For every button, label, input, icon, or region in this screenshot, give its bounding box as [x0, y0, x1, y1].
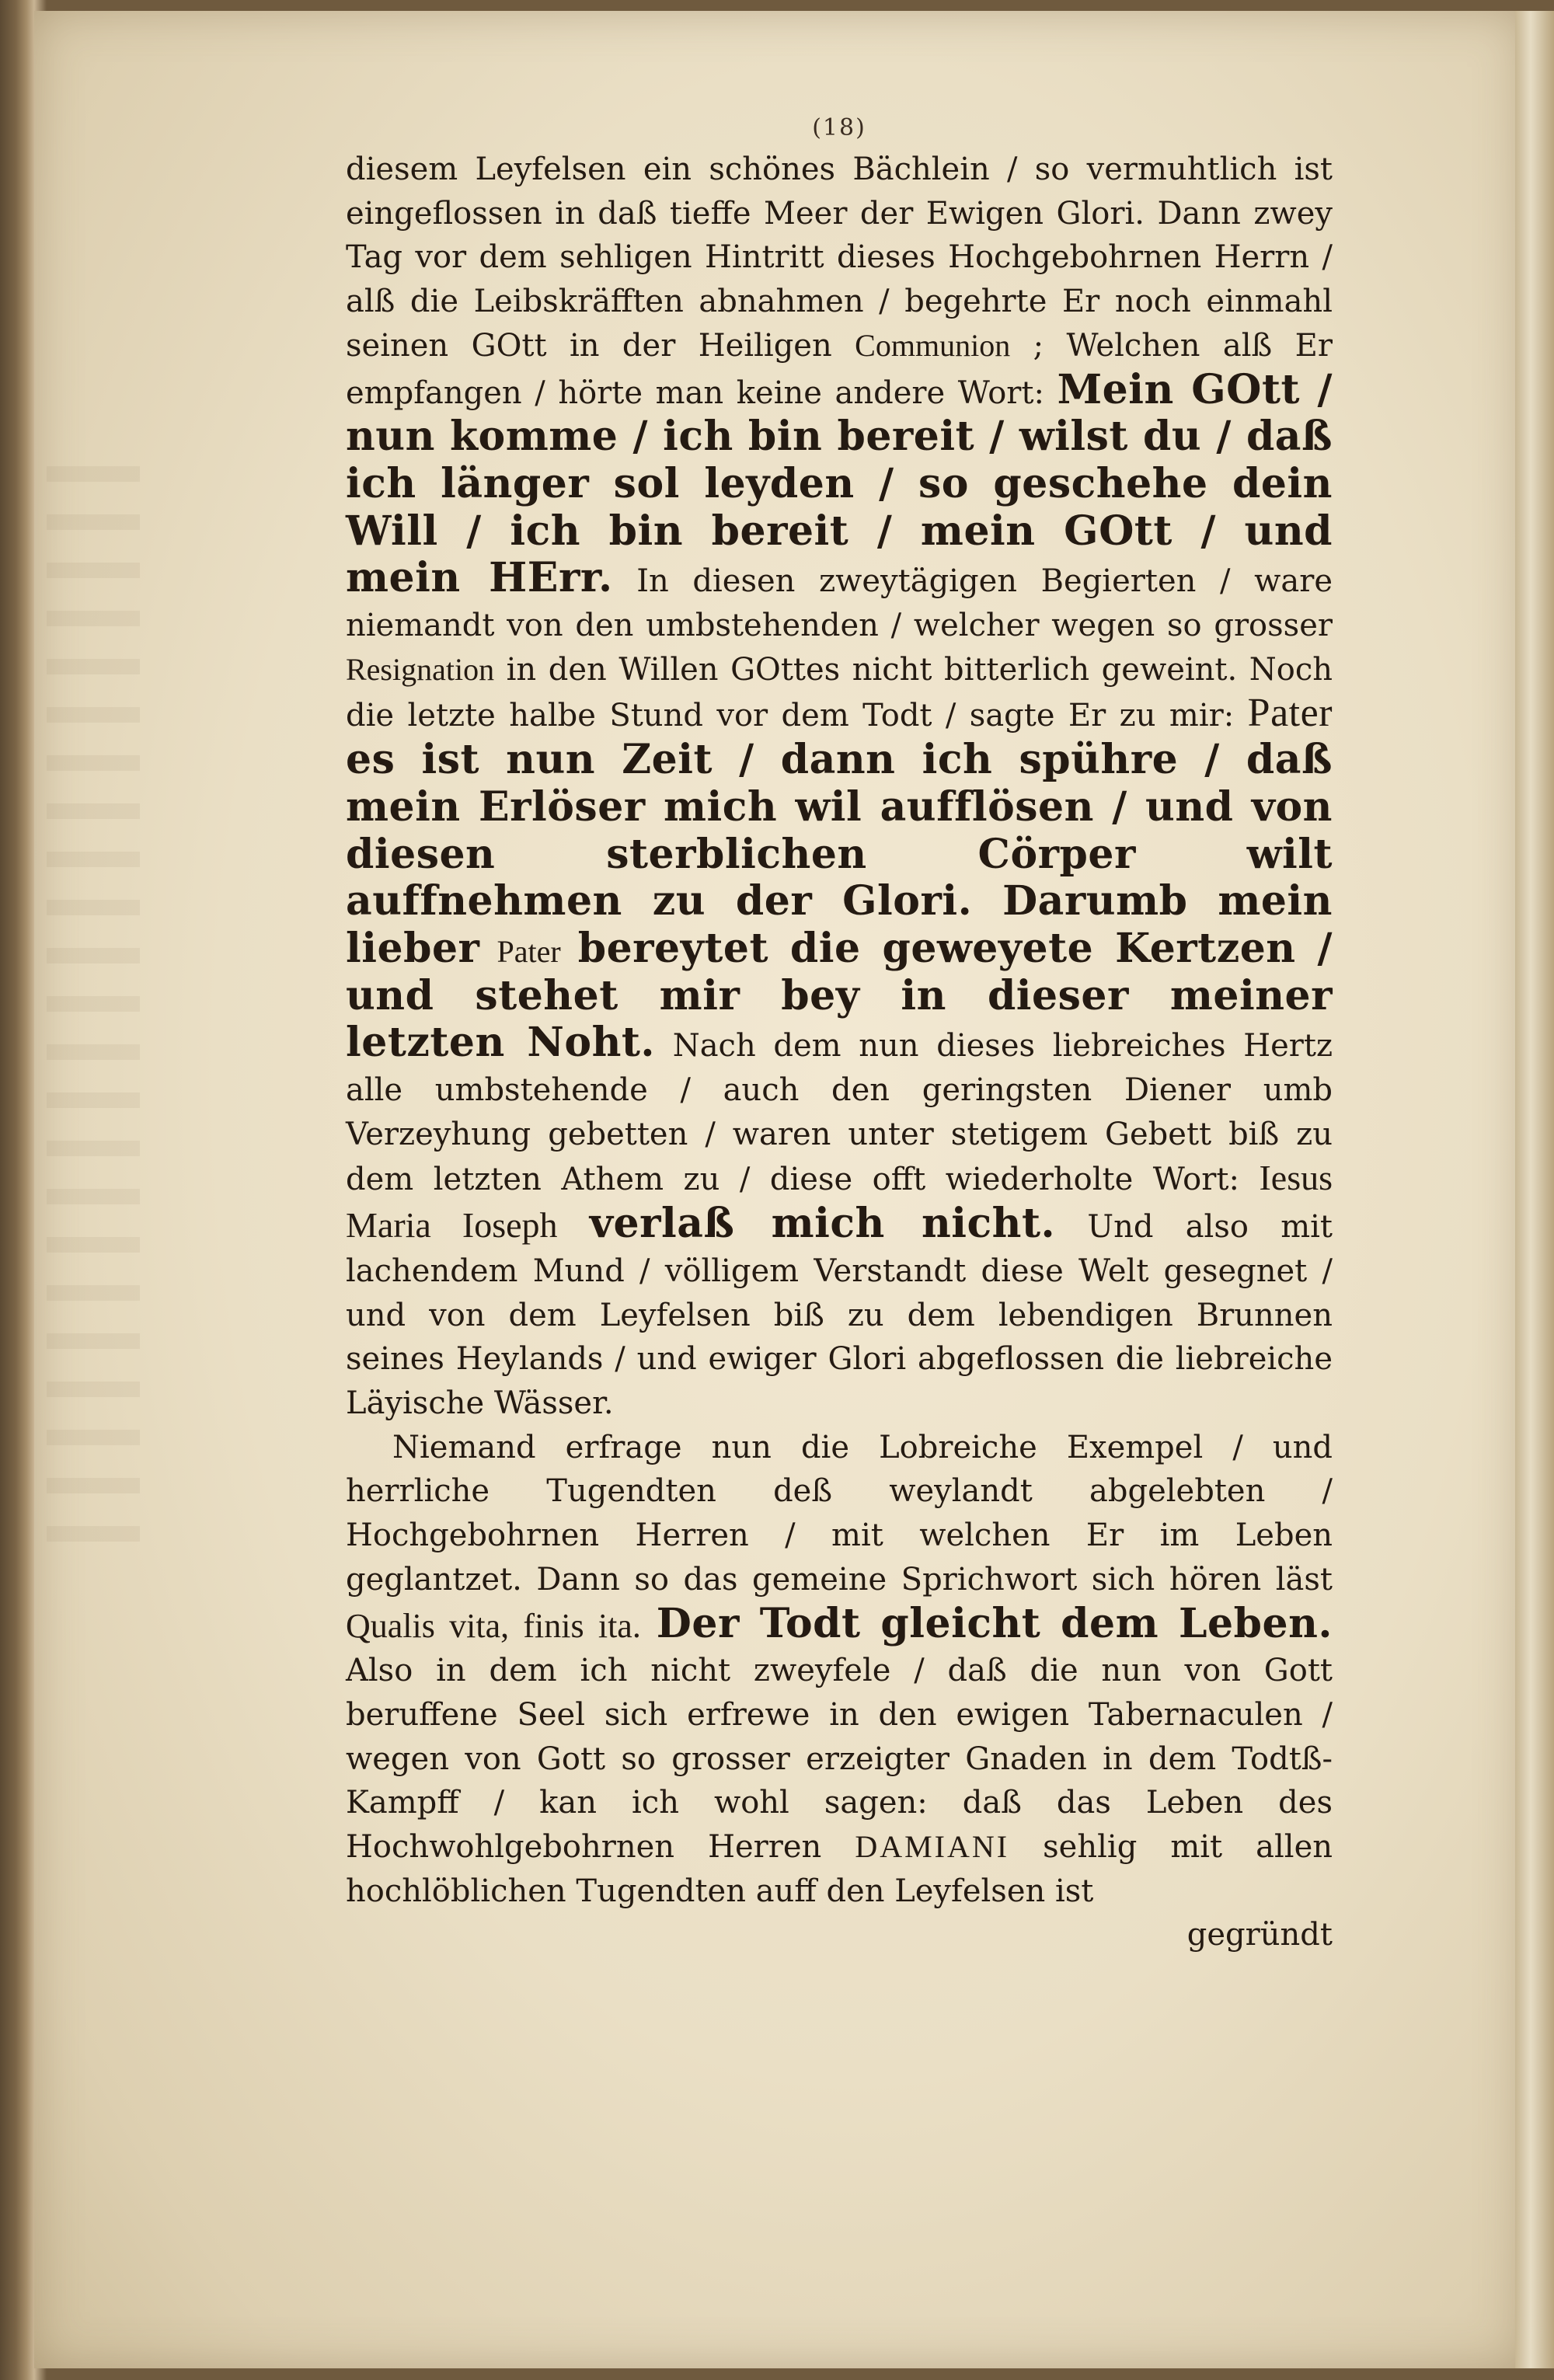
main-text-block: [346, 109, 1333, 1957]
p2-text-2: Also in dem ich nicht zweyfele / daß die nun von Gott beruffene Seel sich erfrewe in den ewigen Tabernaculen / wegen von Gott so grosser erzeigter Gnaden in dem Todtß-Kampff / kan ich wohl sagen: daß das Leben des Hochwohlgebohrnen Herren: [346, 1653, 1333, 1866]
paragraph-1: [346, 148, 1333, 1426]
paragraph-2: [346, 1426, 1333, 1914]
p1-text-5: Nach dem nun dieses liebreiches Hertz alle umbstehende / auch den geringsten Diener umb Verzeyhung gebetten / waren unter stetigem Gebett biß zu dem letzten Athem zu / diese offt wiederholte Wort:: [346, 1028, 1333, 1198]
p1-quote-es-ist-nun-zeit: es ist nun Zeit / dann ich spühre / daß mein Erlöser mich wil aufflösen / und von diesen sterblichen Cörper wilt auffnehmen zu der Glori. Darumb mein lieber: [346, 736, 1333, 972]
p1-word-resignation: Resignation: [346, 651, 495, 687]
p1-text-4: in den Willen GOttes nicht bitterlich geweint. Noch die letzte halbe Stund vor dem Todt / sagte Er zu mir:: [346, 651, 1333, 734]
p1-text-1: diesem Leyfelsen ein schönes Bächlein / so vermuhtlich ist eingeflossen in daß tieffe Meer der Ewigen Glori. Dann zwey Tag vor dem sehligen Hintritt dieses Hochgebohrnen Herrn / alß die Leibskräfften abnahmen / begehrte Er noch einmahl seinen GOtt in der Heiligen: [346, 152, 1333, 364]
p2-text-1: Niemand erfrage nun die Lobreiche Exempel / und herrliche Tugendten deß weylandt abgelebten / Hochgebohrnen Herren / mit welchen Er im Leben geglantzet. Dann so das gemeine Sprichwort sich hören läst: [346, 1429, 1333, 1598]
page-fore-edge: [1515, 11, 1554, 2368]
p1-quote-verlass-mich-nicht: verlaß mich nicht.: [589, 1200, 1056, 1248]
p2-text-3: sehlig mit allen hochlöblichen Tugendten auff den Leyfelsen ist: [346, 1829, 1333, 1909]
p1-quote-mein-gott: Mein GOtt / nun komme / ich bin bereit / wilst du / daß ich länger sol leyden / so geschehe dein Will / ich bin bereit / mein GOtt / und mein HErr.: [346, 365, 1333, 602]
catchword: gegründt: [1186, 1917, 1333, 1953]
p1-text-2: ; Welchen alß Er empfangen / hörte man keine andere Wort:: [346, 327, 1333, 411]
p2-quote-der-todt: Der Todt gleicht dem Leben.: [656, 1599, 1333, 1647]
page-number: (18): [812, 114, 866, 141]
p1-text-6: Und also mit lachendem Mund / völligem Verstandt diese Welt gesegnet / und von dem Leyfelsen biß zu dem lebendigen Brunnen seines Heylands / und ewiger Glori abgeflossen die liebreiche Läyische Wässer.: [346, 1209, 1333, 1421]
p1-word-pater-1: Pater: [1247, 691, 1333, 736]
p1-word-pater-2: Pater: [497, 933, 561, 969]
p2-latin-proverb: Qualis vita, finis ita.: [346, 1606, 641, 1645]
show-through-from-facing-page: [47, 466, 140, 1554]
p1-word-communion: Communion: [855, 327, 1011, 363]
p2-name-damiani: DAMIANI: [855, 1829, 1010, 1865]
p1-holy-names: Iesus Maria Ioseph: [346, 1158, 1333, 1246]
p1-quote-bereytet: bereytet die geweyete Kertzen / und stehet mir bey in dieser meiner letzten Noht.: [346, 924, 1333, 1067]
p1-text-3: In diesen zweytägigen Begierten / ware niemandt von den umbstehenden / welcher wegen so grosser: [346, 563, 1333, 644]
